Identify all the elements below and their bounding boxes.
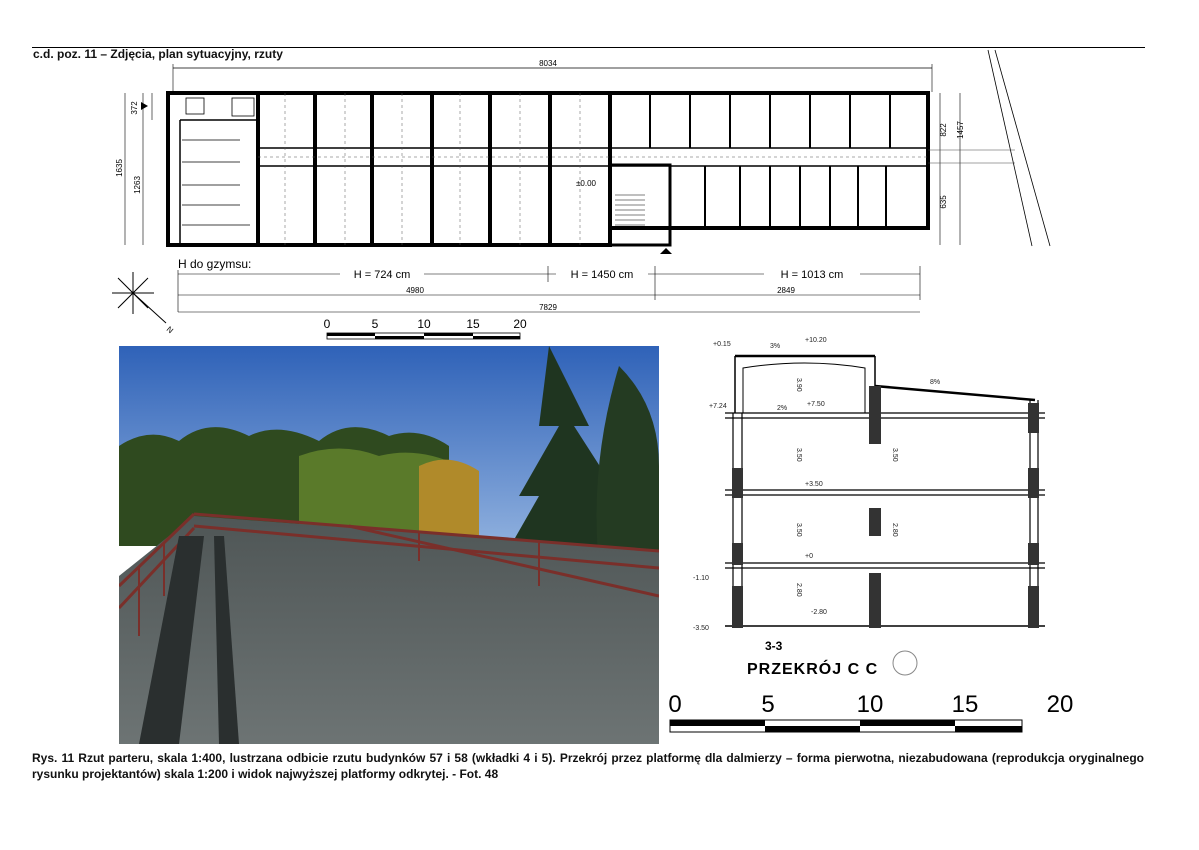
dim-1635: 1635 — [115, 159, 124, 177]
north-arrow-icon — [112, 272, 166, 323]
svg-text:-1.10: -1.10 — [693, 575, 709, 582]
dim-7829: 7829 — [539, 303, 557, 312]
roof-platform-photo — [119, 346, 659, 744]
section-drawing — [685, 318, 1080, 683]
section-scale-bar — [660, 688, 1080, 736]
level-mark: ±0.00 — [576, 179, 596, 188]
svg-text:20: 20 — [1046, 691, 1074, 718]
figure-caption: Rys. 11 Rzut parteru, skala 1:400, lustrzana odbicie rzutu budynków 57 i 58 (wkładki 4 i 5). Przekrój przez platformę dla dalmierzy – forma pierwotna, niezabudowana (reprodukcja oryginalnego rysunku projektantów) skala 1:200 i widok najwyższej platformy odkrytej. - Fot. 48 — [32, 751, 1144, 781]
svg-text:2.80: 2.80 — [795, 583, 802, 597]
dim-822: 822 — [939, 123, 948, 137]
svg-text:0: 0 — [323, 317, 331, 331]
floor-plan-drawing — [0, 0, 1199, 340]
svg-text:5: 5 — [371, 317, 379, 331]
svg-text:15: 15 — [951, 691, 979, 718]
svg-text:0: 0 — [668, 691, 682, 718]
svg-text:2.80: 2.80 — [891, 523, 898, 537]
svg-text:3.50: 3.50 — [795, 523, 802, 537]
svg-text:+0.15: +0.15 — [713, 341, 731, 348]
svg-text:8%: 8% — [930, 379, 941, 386]
dim-372: 372 — [130, 101, 139, 115]
section-cut-mark: 3-3 — [765, 639, 783, 653]
height-3: H = 1013 cm — [780, 269, 844, 281]
plan-scale-bar — [324, 317, 527, 339]
svg-text:N: N — [164, 324, 175, 336]
svg-text:2%: 2% — [777, 405, 788, 412]
svg-text:+10.20: +10.20 — [805, 337, 827, 344]
dim-635: 635 — [939, 195, 948, 209]
dim-2849: 2849 — [777, 286, 795, 295]
height-2: H = 1450 cm — [570, 269, 634, 281]
svg-text:-2.80: -2.80 — [811, 609, 827, 616]
svg-text:15: 15 — [466, 317, 480, 331]
dim-4980: 4980 — [406, 286, 424, 295]
cornice-label: H do gzymsu: — [178, 257, 252, 271]
dim-1263: 1263 — [133, 176, 142, 194]
svg-text:3.50: 3.50 — [891, 448, 898, 462]
total-width-dim: 8034 — [539, 59, 557, 68]
page-title: c.d. poz. 11 – Zdjęcia, plan sytuacyjny, rzuty — [33, 47, 283, 61]
svg-text:-3.50: -3.50 — [693, 625, 709, 632]
svg-text:3.90: 3.90 — [795, 378, 802, 392]
dim-1457: 1457 — [956, 121, 965, 139]
svg-text:+3.50: +3.50 — [805, 481, 823, 488]
svg-text:3.50: 3.50 — [795, 448, 802, 462]
svg-text:5: 5 — [761, 691, 775, 718]
svg-text:3%: 3% — [770, 343, 781, 350]
svg-text:+7.50: +7.50 — [807, 401, 825, 408]
svg-text:20: 20 — [513, 317, 527, 331]
height-1: H = 724 cm — [353, 269, 411, 281]
section-title: PRZEKRÓJ C C — [747, 661, 879, 678]
svg-text:10: 10 — [417, 317, 431, 331]
svg-text:+0: +0 — [805, 553, 813, 560]
svg-text:+7.24: +7.24 — [709, 403, 727, 410]
svg-text:10: 10 — [856, 691, 884, 718]
